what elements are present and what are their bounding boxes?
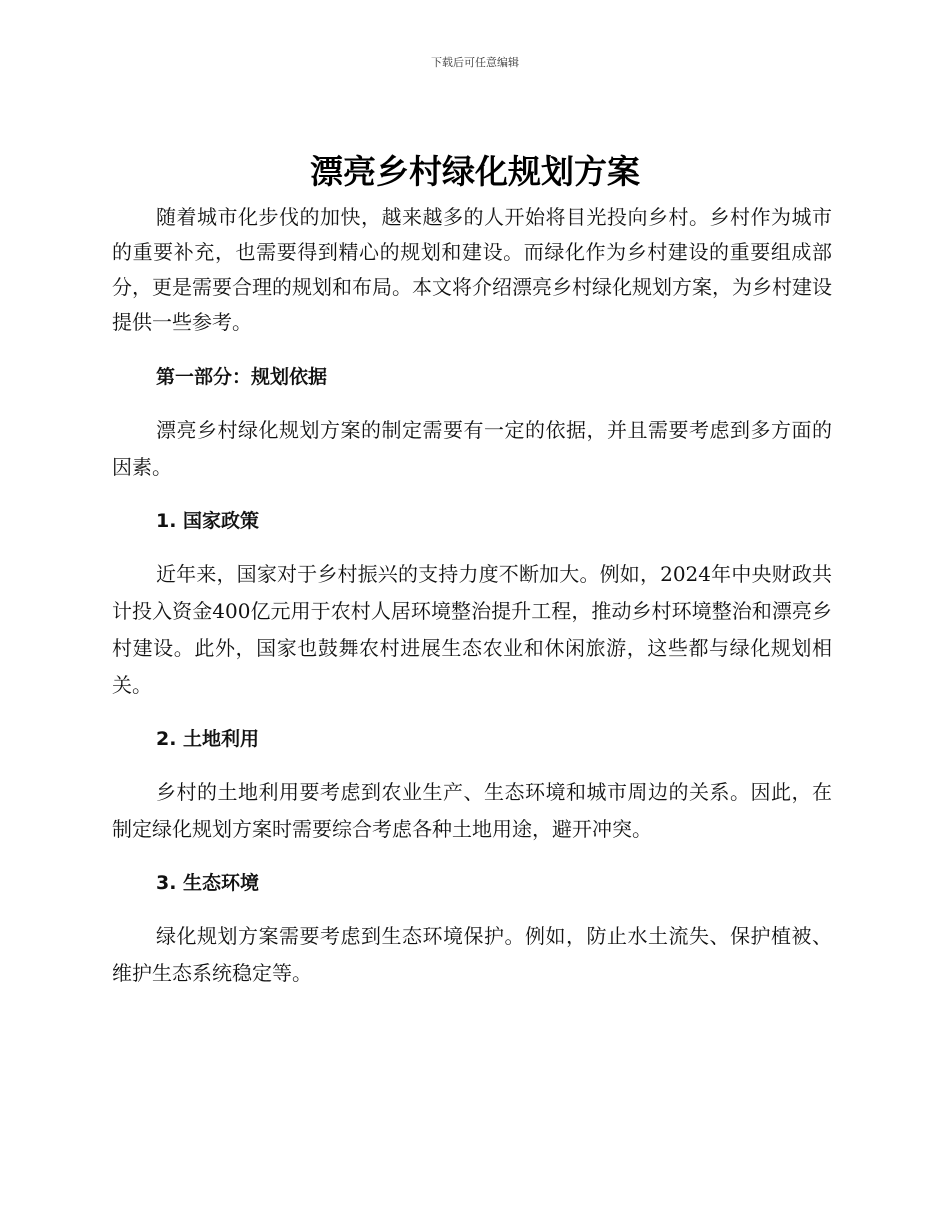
part1-heading: 第一部分：规划依据 (156, 366, 328, 388)
section-paragraph-national-policy: 近年来，国家对于乡村振兴的支持力度不断加大。例如，2024年中央财政共计投入资金400亿元用于农村人居环境整治提升工程，推动乡村环境整治和漂亮乡村建设。此外，国家也鼓舞农村进展生态农业和休闲旅游，这些都与绿化规划相关。 (112, 562, 832, 697)
section-heading-national-policy: 1. 国家政策 (156, 510, 260, 532)
intro-paragraph: 随着城市化步伐的加快，越来越多的人开始将目光投向乡村。乡村作为城市的重要补充，也需要得到精心的规划和建设。而绿化作为乡村建设的重要组成部分，更是需要合理的规划和布局。本文将介绍漂亮乡村绿化规划方案，为乡村建设提供一些参考。 (112, 205, 832, 334)
document-body (112, 200, 832, 992)
page-header-note: 下载后可任意编辑 (431, 56, 519, 69)
part1-paragraph: 漂亮乡村绿化规划方案的制定需要有一定的依据，并且需要考虑到多方面的因素。 (112, 418, 832, 479)
section-paragraph-land-use: 乡村的土地利用要考虑到农业生产、生态环境和城市周边的关系。因此，在制定绿化规划方案时需要综合考虑各种土地用途，避开冲突。 (112, 780, 832, 841)
section-heading-land-use: 2. 土地利用 (156, 728, 260, 750)
section-heading-ecology: 3. 生态环境 (156, 872, 260, 894)
document-title: 漂亮乡村绿化规划方案 (310, 152, 640, 191)
section-paragraph-ecology: 绿化规划方案需要考虑到生态环境保护。例如，防止水土流失、保护植被、维护生态系统稳定等。 (112, 924, 832, 985)
